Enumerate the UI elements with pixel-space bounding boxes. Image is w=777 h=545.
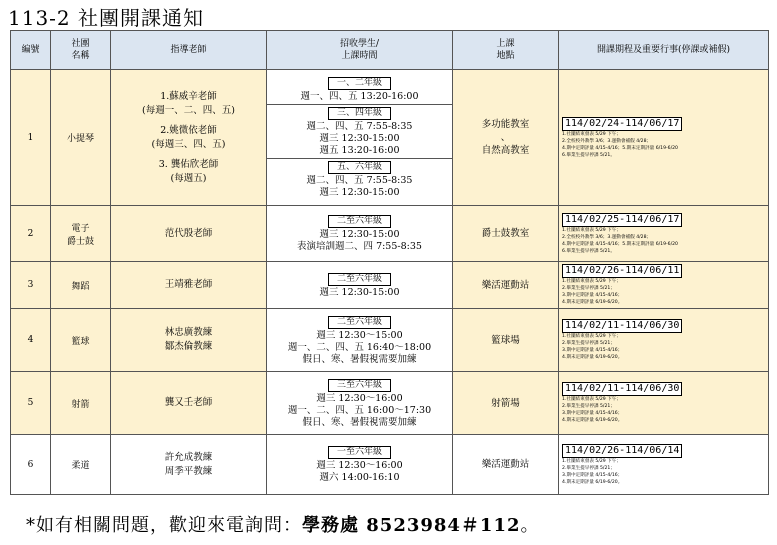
- schedule-block: [267, 158, 452, 200]
- footer-prefix: *如有相關問題，歡迎來電詢問：: [26, 515, 302, 536]
- table-header-row: [11, 31, 769, 70]
- date-range: 114/02/11-114/06/30: [562, 382, 682, 396]
- col-header-schedule: [267, 31, 453, 70]
- location-text: [453, 227, 558, 240]
- note-line: 2.畢業生提早停課 5/21；: [562, 465, 615, 471]
- table-row: [11, 309, 769, 372]
- period-notes: [559, 211, 768, 257]
- contact-footer: [26, 511, 540, 537]
- schedule-time: 週二、四、五 7:55-8:35: [306, 175, 413, 186]
- schedule-time: 週三 12:30-15:00: [319, 133, 400, 144]
- text-line: 多功能教室: [481, 119, 530, 130]
- club-schedule-table: [10, 30, 769, 495]
- header-text-line: 開課期程及重要行事(停課或補假): [596, 45, 731, 55]
- location-cell: [453, 70, 559, 206]
- text-line: 樂活運動站: [481, 279, 530, 291]
- period-notes-cell: [559, 70, 769, 206]
- note-line: 4.期末定期評量 6/19-6/20。: [562, 479, 623, 485]
- note-line: 3.期中定期評量 4/15-4/16；: [562, 472, 623, 478]
- club-name: [51, 372, 111, 435]
- club-name-line: 爵士鼓: [66, 236, 94, 247]
- schedule-time: 假日、寒、暑假視需要加練: [302, 416, 417, 428]
- schedule-time: 週一、二、四、五 16:00～17:30: [287, 404, 432, 416]
- table-row: [11, 70, 769, 206]
- location-cell: [453, 372, 559, 435]
- club-name-line: 籃球: [71, 336, 90, 347]
- header-text-line: 招收學生/: [339, 39, 380, 49]
- schedule-cell: [267, 206, 453, 262]
- text-line: 龔又壬老師: [164, 397, 213, 408]
- text-line: 鄒杰倫教練: [164, 341, 213, 352]
- teacher-cell: [111, 262, 267, 309]
- grade-label: 三至六年級: [328, 379, 391, 392]
- location-text: [453, 458, 558, 471]
- schedule-time: 週三 12:30-15:00: [319, 187, 400, 198]
- schedule-block: [267, 271, 452, 300]
- schedule-time: 週三 12:30～16:00: [316, 460, 403, 471]
- location-text: [453, 397, 558, 410]
- schedule-block: [267, 444, 452, 485]
- header-text-line: 指導老師: [170, 45, 207, 55]
- club-name-line: 射箭: [71, 399, 90, 410]
- note-line: 6.畢業生提早停課 5/21。: [562, 152, 615, 158]
- note-line: 4.期末定期評量 6/19-6/20。: [562, 418, 623, 423]
- text-line: 籃球場: [491, 334, 520, 346]
- note-line: 1.社團結束發表 5/29 下午；: [562, 458, 621, 464]
- period-notes-cell: [559, 262, 769, 309]
- location-cell: [453, 435, 559, 495]
- club-name: [51, 70, 111, 206]
- schedule-block: [267, 213, 452, 254]
- teacher-cell: [111, 435, 267, 495]
- text-line: 射箭場: [491, 397, 520, 409]
- row-number: 3: [11, 262, 51, 309]
- col-header-period: [559, 31, 769, 70]
- teacher-list: [111, 326, 266, 354]
- schedule-time: 週一、二、四、五 16:40～18:00: [287, 341, 432, 353]
- date-range: 114/02/26-114/06/14: [562, 444, 682, 458]
- schedule-block: [267, 314, 452, 367]
- row-number: 5: [11, 372, 51, 435]
- table-row: [11, 206, 769, 262]
- header-text-line: 名稱: [71, 51, 90, 61]
- note-line: 1.社團結束發表 5/29 下午；: [562, 279, 621, 284]
- table-row: [11, 372, 769, 435]
- header-text-line: 地點: [496, 51, 515, 61]
- table-row: [11, 262, 769, 309]
- teacher-list: [111, 278, 266, 292]
- period-notes: [559, 442, 768, 488]
- schedule-block: [267, 377, 452, 430]
- club-name-line: 小提琴: [66, 134, 94, 144]
- text-line: 、: [500, 132, 511, 143]
- grade-label: 一、二年級: [328, 77, 391, 90]
- period-notes-cell: [559, 372, 769, 435]
- text-line: (每週一、二、四、五): [142, 104, 235, 116]
- col-header-number: [11, 31, 51, 70]
- teacher-cell: [111, 309, 267, 372]
- col-header-club-name: [51, 31, 111, 70]
- location-cell: [453, 262, 559, 309]
- note-line: 1.社團結束發表 5/29 下午；: [562, 227, 621, 233]
- note-line: 3.期中定期評量 4/15-4/16；: [562, 293, 623, 298]
- teacher-cell: [111, 70, 267, 206]
- schedule-time: 週三 12:30-15:00: [319, 229, 400, 240]
- text-line: 自然高教室: [481, 145, 530, 156]
- period-notes: [559, 380, 768, 426]
- col-header-location: [453, 31, 559, 70]
- note-line: 4.期中定期評量 4/15-4/16；5.期末定期評量 6/19-6/20: [562, 145, 678, 151]
- header-text-line: 上課時間: [341, 51, 378, 61]
- date-range: 114/02/24-114/06/17: [562, 117, 682, 131]
- header-text-line: 編號: [21, 45, 40, 55]
- row-number: 2: [11, 206, 51, 262]
- text-line: 王靖雅老師: [164, 279, 213, 290]
- note-line: 4.期末定期評量 6/19-6/20。: [562, 355, 623, 360]
- period-notes: [559, 262, 768, 308]
- location-text: [453, 118, 558, 157]
- teacher-list: [111, 396, 266, 410]
- note-line: 1.社團結束發表 5/29 下午；: [562, 397, 621, 402]
- date-range: 114/02/25-114/06/17: [562, 213, 682, 227]
- location-cell: [453, 206, 559, 262]
- schedule-time: 週六 14:00-16:10: [319, 472, 400, 483]
- period-notes-cell: [559, 435, 769, 495]
- period-notes-cell: [559, 206, 769, 262]
- note-line: 2.全校校外教學 3/6；3.運動會補假 4/28；: [562, 234, 652, 240]
- note-line: 4.期中定期評量 4/15-4/16；5.期末定期評量 6/19-6/20: [562, 241, 678, 247]
- schedule-time: 週五 13:20-16:00: [319, 145, 400, 156]
- schedule-time: 週一、四、五 13:20-16:00: [300, 91, 419, 102]
- grade-label: 二至六年級: [328, 273, 391, 286]
- schedule-cell: [267, 435, 453, 495]
- footer-suffix: 。: [520, 515, 540, 536]
- note-line: 2.畢業生提早停課 5/21；: [562, 341, 615, 346]
- grade-label: 一至六年級: [328, 446, 391, 459]
- period-notes-cell: [559, 309, 769, 372]
- header-text-line: 上課: [496, 39, 515, 49]
- period-notes: [559, 115, 768, 161]
- footer-contact: 學務處 8523984＃112: [302, 515, 521, 536]
- grade-label: 二至六年級: [328, 215, 391, 228]
- schedule-time: 週三 12:30-15:00: [319, 286, 400, 298]
- schedule-cell: [267, 372, 453, 435]
- location-cell: [453, 309, 559, 372]
- text-line: 許允成教練: [164, 451, 213, 463]
- date-range: 114/02/26-114/06/11: [562, 264, 682, 278]
- teacher-list: [111, 451, 266, 479]
- club-name: [51, 309, 111, 372]
- text-line: (每週三、四、五): [151, 138, 226, 150]
- schedule-cell: [267, 262, 453, 309]
- club-name-line: 電子: [71, 223, 90, 234]
- row-number: 6: [11, 435, 51, 495]
- text-line: 范代殷老師: [164, 227, 213, 239]
- location-text: [453, 279, 558, 292]
- schedule-time: 假日、寒、暑假視需要加練: [302, 353, 417, 365]
- text-line: 林忠廣教練: [164, 327, 213, 338]
- grade-label: 二至六年級: [328, 316, 391, 329]
- note-line: 4.期末定期評量 6/19-6/20。: [562, 300, 623, 305]
- text-line: 爵士鼓教室: [481, 228, 530, 239]
- note-line: 2.畢業生提早停課 5/21；: [562, 286, 615, 291]
- text-line: 周季平教練: [164, 465, 213, 477]
- text-line: 3. 龔佑欣老師: [158, 158, 219, 170]
- table-row: [11, 435, 769, 495]
- note-line: 1.社團結束發表 5/29 下午；: [562, 334, 621, 339]
- club-name: [51, 435, 111, 495]
- schedule-time: 表演培訓週二、四 7:55-8:35: [297, 241, 422, 252]
- note-line: 2.畢業生提早停課 5/21；: [562, 404, 615, 409]
- schedule-block: [267, 104, 452, 158]
- note-line: 1.社團結束發表 5/29 下午；: [562, 131, 621, 137]
- grade-label: 三、四年級: [328, 107, 391, 120]
- text-line: 樂活運動站: [481, 459, 530, 470]
- teacher-list: [111, 90, 266, 186]
- teacher-list: [111, 227, 266, 241]
- schedule-cell: [267, 309, 453, 372]
- club-name-line: 舞蹈: [71, 281, 90, 292]
- note-line: 2.全校校外教學 3/6；3.運動會補假 4/28；: [562, 138, 652, 144]
- note-line: 3.期中定期評量 4/15-4/16；: [562, 348, 623, 353]
- table-body: [11, 70, 769, 495]
- row-number: 4: [11, 309, 51, 372]
- text-line: (每週五): [170, 172, 207, 184]
- row-number: 1: [11, 70, 51, 206]
- club-name: [51, 262, 111, 309]
- schedule-block: [267, 75, 452, 104]
- location-text: [453, 334, 558, 347]
- text-line: 2.姚微依老師: [160, 124, 217, 136]
- schedule-time: 週三 12:30～16:00: [316, 392, 403, 404]
- schedule-cell: [267, 70, 453, 206]
- schedule-time: 週二、四、五 7:55-8:35: [306, 121, 413, 132]
- teacher-cell: [111, 372, 267, 435]
- header-text-line: 社團: [71, 39, 90, 49]
- col-header-teacher: [111, 31, 267, 70]
- schedule-time: 週三 12:30～15:00: [316, 329, 403, 341]
- club-name-line: 柔道: [71, 461, 90, 471]
- text-line: 1.蘇威辛老師: [160, 90, 217, 102]
- date-range: 114/02/11-114/06/30: [562, 319, 682, 333]
- teacher-cell: [111, 206, 267, 262]
- grade-label: 五、六年級: [328, 161, 391, 174]
- period-notes: [559, 317, 768, 363]
- page-title: 113-2 社團開課通知: [8, 6, 205, 30]
- note-line: 6.畢業生提早停課 5/21。: [562, 248, 615, 254]
- note-line: 3.期中定期評量 4/15-4/16；: [562, 411, 623, 416]
- club-name: [51, 206, 111, 262]
